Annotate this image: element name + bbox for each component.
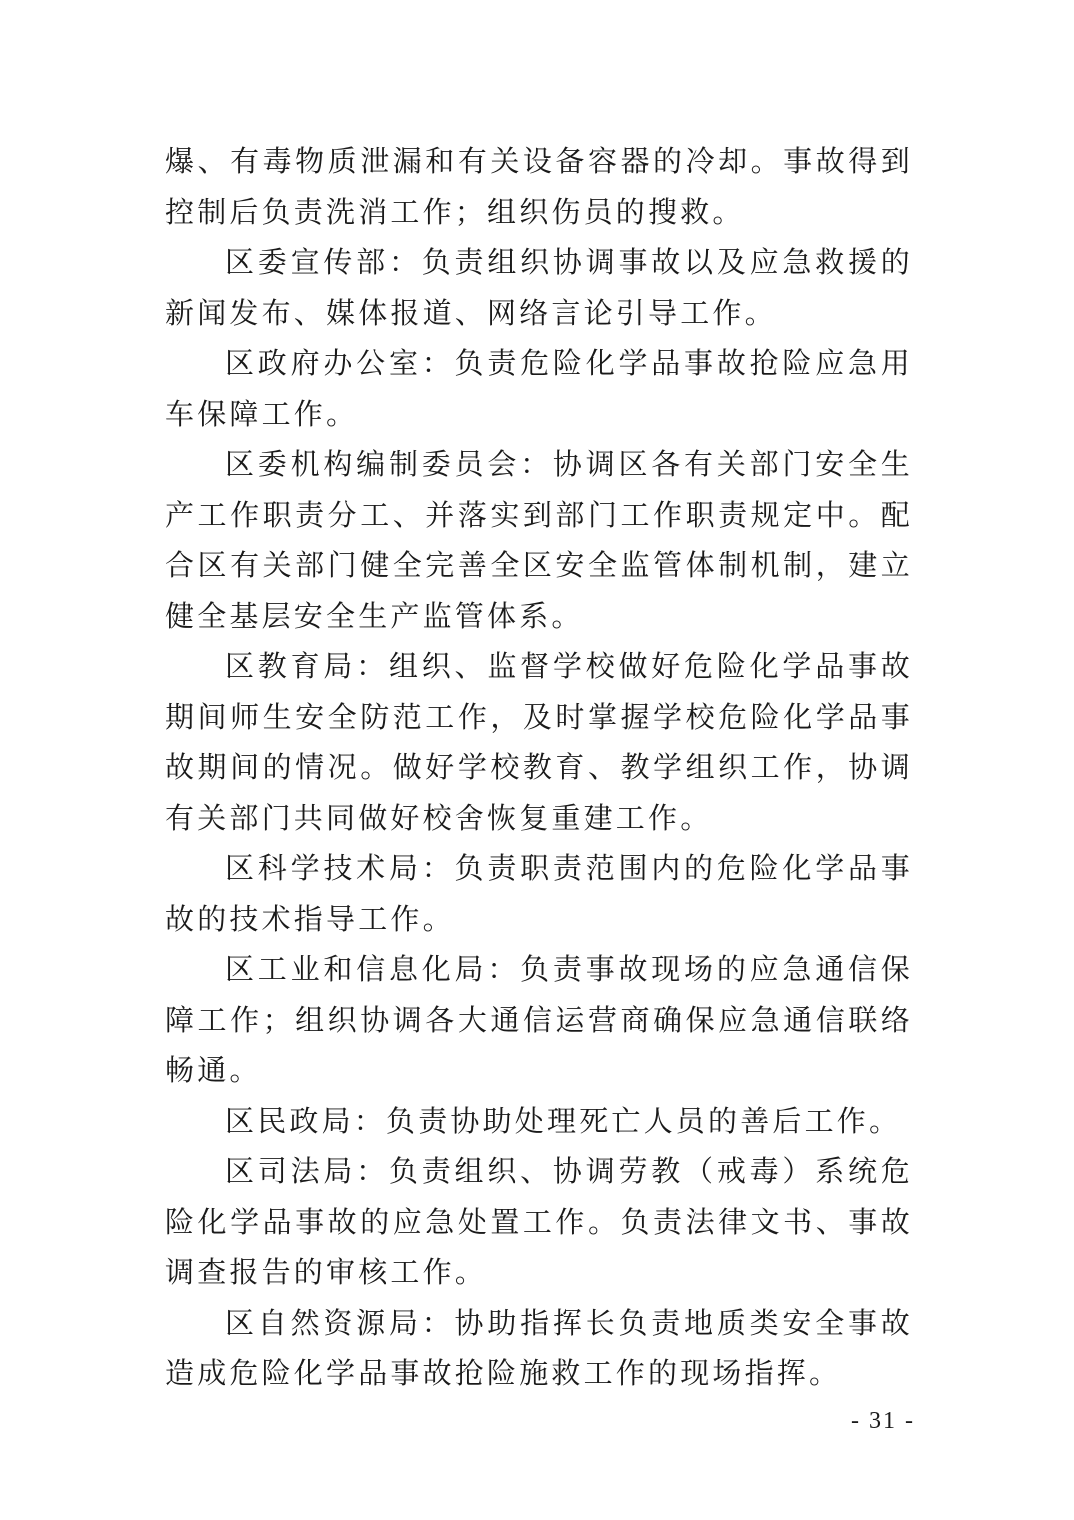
- page-number: - 31 -: [851, 1408, 915, 1434]
- paragraph-staffing-committee: 区委机构编制委员会：协调区各有关部门安全生产工作职责分工、并落实到部门工作职责规定中。配合区有关部门健全完善全区安全监管体制机制，建立健全基层安全生产监管体系。: [165, 447, 913, 633]
- paragraph-industry-it-bureau: 区工业和信息化局：负责事故现场的应急通信保障工作；组织协调各大通信运营商确保应急通信联络畅通。: [165, 952, 913, 1087]
- paragraph-education-bureau: 区教育局：组织、监督学校做好危险化学品事故期间师生安全防范工作，及时掌握学校危险化学品事故期间的情况。做好学校教育、教学组织工作，协调有关部门共同做好校舍恢复重建工作。: [165, 649, 913, 835]
- paragraph-natural-resources-bureau: 区自然资源局：协助指挥长负责地质类安全事故造成危险化学品事故抢险施救工作的现场指挥。: [165, 1305, 913, 1390]
- paragraph-justice-bureau: 区司法局：负责组织、协调劳教（戒毒）系统危险化学品事故的应急处置工作。负责法律文书、事故调查报告的审核工作。: [165, 1154, 913, 1289]
- paragraph-government-office: 区政府办公室：负责危险化学品事故抢险应急用车保障工作。: [165, 346, 913, 431]
- paragraph-publicity-dept: 区委宣传部：负责组织协调事故以及应急救援的新闻发布、媒体报道、网络言论引导工作。: [165, 245, 913, 330]
- paragraph-civil-affairs-bureau: 区民政局：负责协助处理死亡人员的善后工作。: [225, 1103, 902, 1138]
- document-body: [165, 136, 913, 1399]
- paragraph-continuation: 爆、有毒物质泄漏和有关设备容器的冷却。事故得到控制后负责洗消工作；组织伤员的搜救。: [165, 144, 913, 229]
- paragraph-science-bureau: 区科学技术局：负责职责范围内的危险化学品事故的技术指导工作。: [165, 851, 913, 936]
